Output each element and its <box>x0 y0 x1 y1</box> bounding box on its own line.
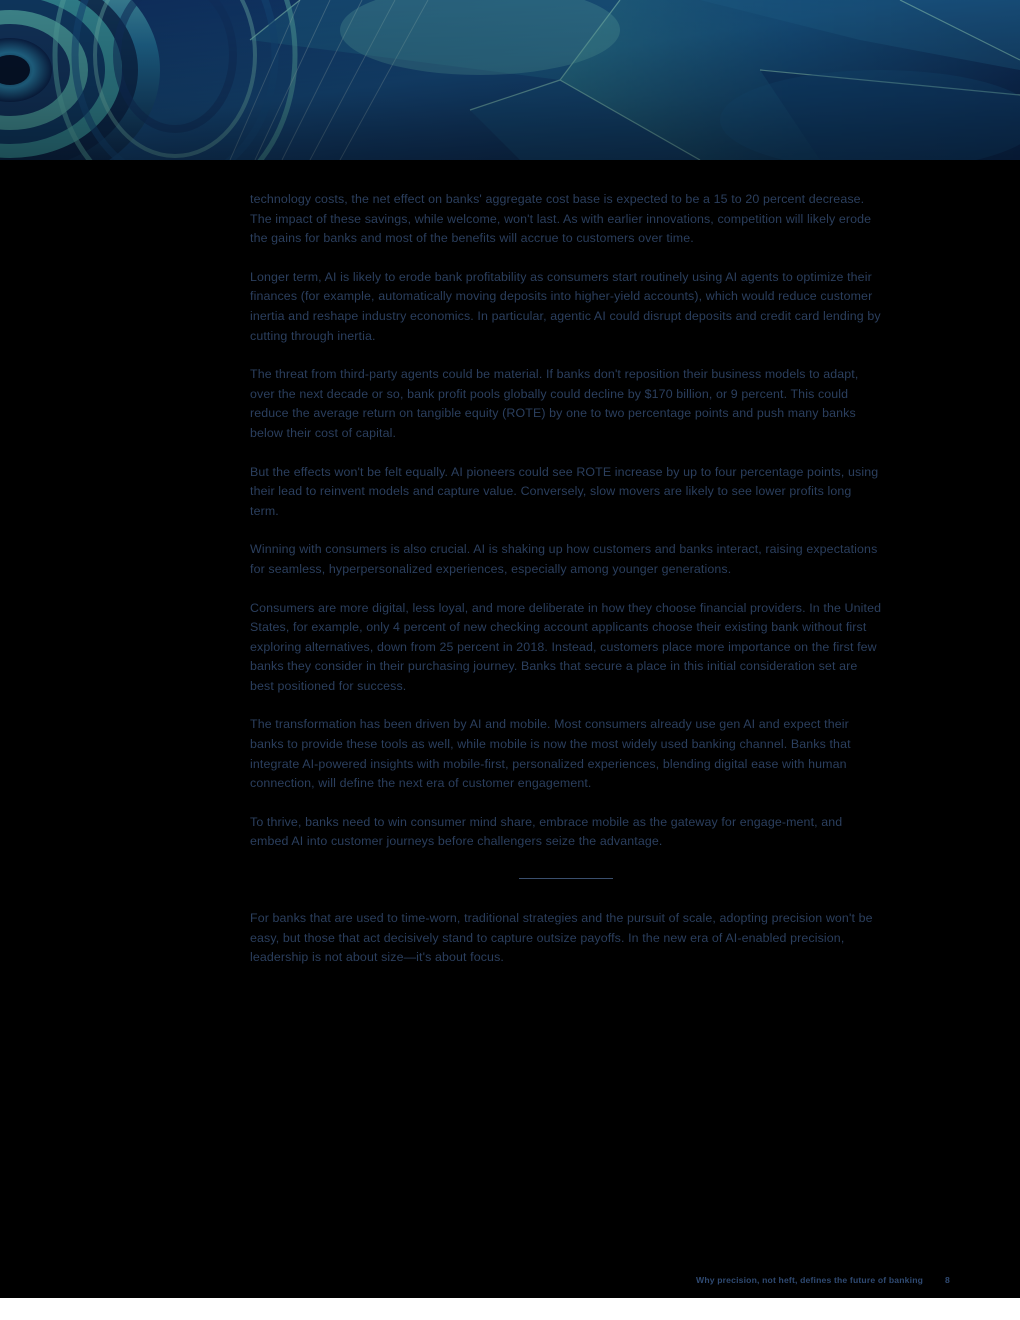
footer-page-number: 8 <box>945 1275 950 1285</box>
paragraph: technology costs, the net effect on banks' aggregate cost base is expected to be a 15 to 20 percent decrease. The impact of these savings, while welcome, won't last. As with earlier innovations, competition will likely erode the gains for banks and most of the benefits will accrue to customers over time. <box>250 192 872 246</box>
paragraph: Winning with consumers is also crucial. AI is shaking up how customers and banks interact, raising expectations for seamless, hyperpersonalized experiences, especially among younger generations. <box>250 542 878 576</box>
paragraph: Consumers are more digital, less loyal, and more deliberate in how they choose financial providers. In the United States, for example, only 4 percent of new checking account applicants choose their existing bank without first exploring alternatives, down from 25 percent in 2018. Instead, customers place more importance on the first few banks they consider in their purchasing journey. Banks that secure a place in this initial consideration set are best positioned for success. <box>250 600 882 693</box>
paragraph: But the effects won't be felt equally. AI pioneers could see ROTE increase by up to four percentage points, using their lead to reinvent models and capture value. Conversely, slow movers are likely to see lower profits long term. <box>250 464 879 518</box>
hero-image <box>0 0 1020 160</box>
closing-paragraph: For banks that are used to time-worn, traditional strategies and the pursuit of scale, adopting precision won't be easy, but those that act decisively stand to capture outsize payoffs. In the new era of AI-enabled precision, leadership is not about size—it's about focus. <box>250 911 873 965</box>
footer-document-title: Why precision, not heft, defines the future of banking <box>696 1275 924 1285</box>
paragraph: The threat from third-party agents could be material. If banks don't reposition their business models to adapt, over the next decade or so, bank profit pools globally could decline by $170 billion, or 9 percent. This could reduce the average return on tangible equity (ROTE) by one to two percentage points and push many banks below their cost of capital. <box>250 367 859 440</box>
paragraph: To thrive, banks need to win consumer mind share, embrace mobile as the gateway for engage-ment, and embed AI into customer journeys before challengers seize the advantage. <box>250 814 843 849</box>
page-footer <box>0 1271 1020 1285</box>
sheet-bottom-margin <box>0 1298 1020 1320</box>
paragraph: Longer term, AI is likely to erode bank profitability as consumers start routinely using AI agents to optimize their finances (for example, automatically moving deposits into higher-yield accounts), which would reduce customer inertia and reshape industry economics. In particular, agentic AI could disrupt deposits and credit card lending by cutting through inertia. <box>250 269 881 343</box>
divider-line <box>519 878 613 879</box>
section-divider <box>250 878 882 879</box>
hero-artwork-svg <box>0 0 1020 160</box>
paragraph: The transformation has been driven by AI and mobile. Most consumers already use gen AI and expect their banks to provide these tools as well, while mobile is now the most widely used banking channel. Banks that integrate AI-powered insights with mobile-first, personalized experiences, blending digital ease with human connection, will define the next era of customer engagement. <box>250 717 851 791</box>
body-content <box>250 190 882 968</box>
